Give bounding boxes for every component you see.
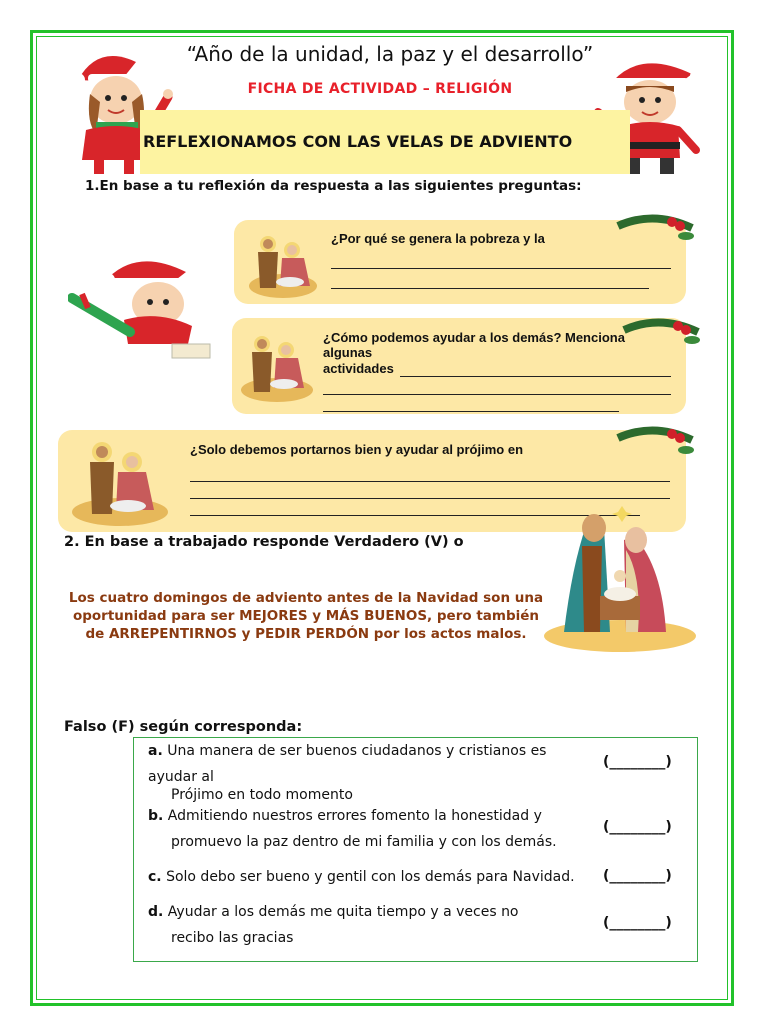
- question-2-line-2: algunas: [323, 345, 373, 360]
- holy-family-image: [246, 226, 320, 300]
- item-letter: c.: [148, 869, 162, 885]
- answer-blank-b[interactable]: (________): [603, 819, 672, 835]
- question-2-line-3: actividades: [323, 361, 394, 376]
- boy-writing-illustration: [68, 252, 214, 362]
- advent-message: [56, 589, 556, 643]
- item-d-line-2: recibo las gracias: [171, 930, 294, 946]
- item-d-line-1: Ayudar a los demás me quita tiempo y a veces no: [167, 904, 519, 920]
- item-b-line-2: promuevo la paz dentro de mi familia y con los demás.: [171, 834, 557, 850]
- nativity-illustration: [542, 506, 698, 654]
- section2-instruction: 2. En base a trabajado responde Verdadero (V) o: [64, 534, 464, 550]
- item-d: [148, 899, 519, 925]
- item-c: [148, 864, 575, 890]
- item-b: [148, 803, 542, 829]
- advent-line-3: de ARREPENTIRNOS y PEDIR PERDÓN por los actos malos.: [85, 626, 527, 642]
- item-a-line-2: ayudar al: [148, 769, 214, 785]
- advent-line-2: oportunidad para ser MEJORES y MÁS BUENOS, pero también: [72, 608, 540, 624]
- answer-blank-c[interactable]: (________): [603, 868, 672, 884]
- motto: “Año de la unidad, la paz y el desarrollo”: [186, 42, 594, 66]
- answer-line: [190, 481, 670, 482]
- item-letter: a.: [148, 743, 163, 759]
- answer-blank-a[interactable]: (________): [603, 754, 672, 770]
- question-3-text: ¿Solo debemos portarnos bien y ayudar al prójimo en: [190, 442, 524, 457]
- answer-line: [190, 498, 670, 499]
- item-c-line-1: Solo debo ser bueno y gentil con los demás para Navidad.: [166, 869, 575, 885]
- question-2-line-1: ¿Cómo podemos ayudar a los demás? Menciona: [323, 330, 625, 345]
- question-1-text: ¿Por qué se genera la pobreza y la: [331, 231, 545, 246]
- item-letter: b.: [148, 808, 164, 824]
- advent-line-1: Los cuatro domingos de adviento antes de la Navidad son una: [68, 590, 544, 606]
- section1-instruction: 1.En base a tu reflexión da respuesta a las siguientes preguntas:: [85, 178, 582, 194]
- item-a-line-3: Prójimo en todo momento: [171, 787, 353, 803]
- item-b-line-1: Admitiendo nuestros errores fomento la honestidad y: [167, 808, 542, 824]
- answer-line: [331, 288, 649, 289]
- section2-instruction-continued: Falso (F) según corresponda:: [64, 719, 303, 735]
- answer-line: [400, 376, 671, 377]
- holly-decoration: [614, 206, 696, 246]
- answer-line: [323, 411, 619, 412]
- item-a-line-1: Una manera de ser buenos ciudadanos y cristianos es: [167, 743, 547, 759]
- activity-subtitle: FICHA DE ACTIVIDAD – RELIGIÓN: [247, 81, 513, 97]
- answer-line: [331, 268, 671, 269]
- page-title: REFLEXIONAMOS CON LAS VELAS DE ADVIENTO: [143, 132, 573, 151]
- answer-blank-d[interactable]: (________): [603, 915, 672, 931]
- holly-decoration: [620, 310, 702, 350]
- item-letter: d.: [148, 904, 164, 920]
- answer-line: [323, 394, 671, 395]
- holy-family-image: [238, 326, 316, 404]
- holy-family-image: [68, 430, 172, 530]
- holly-decoration: [614, 418, 698, 462]
